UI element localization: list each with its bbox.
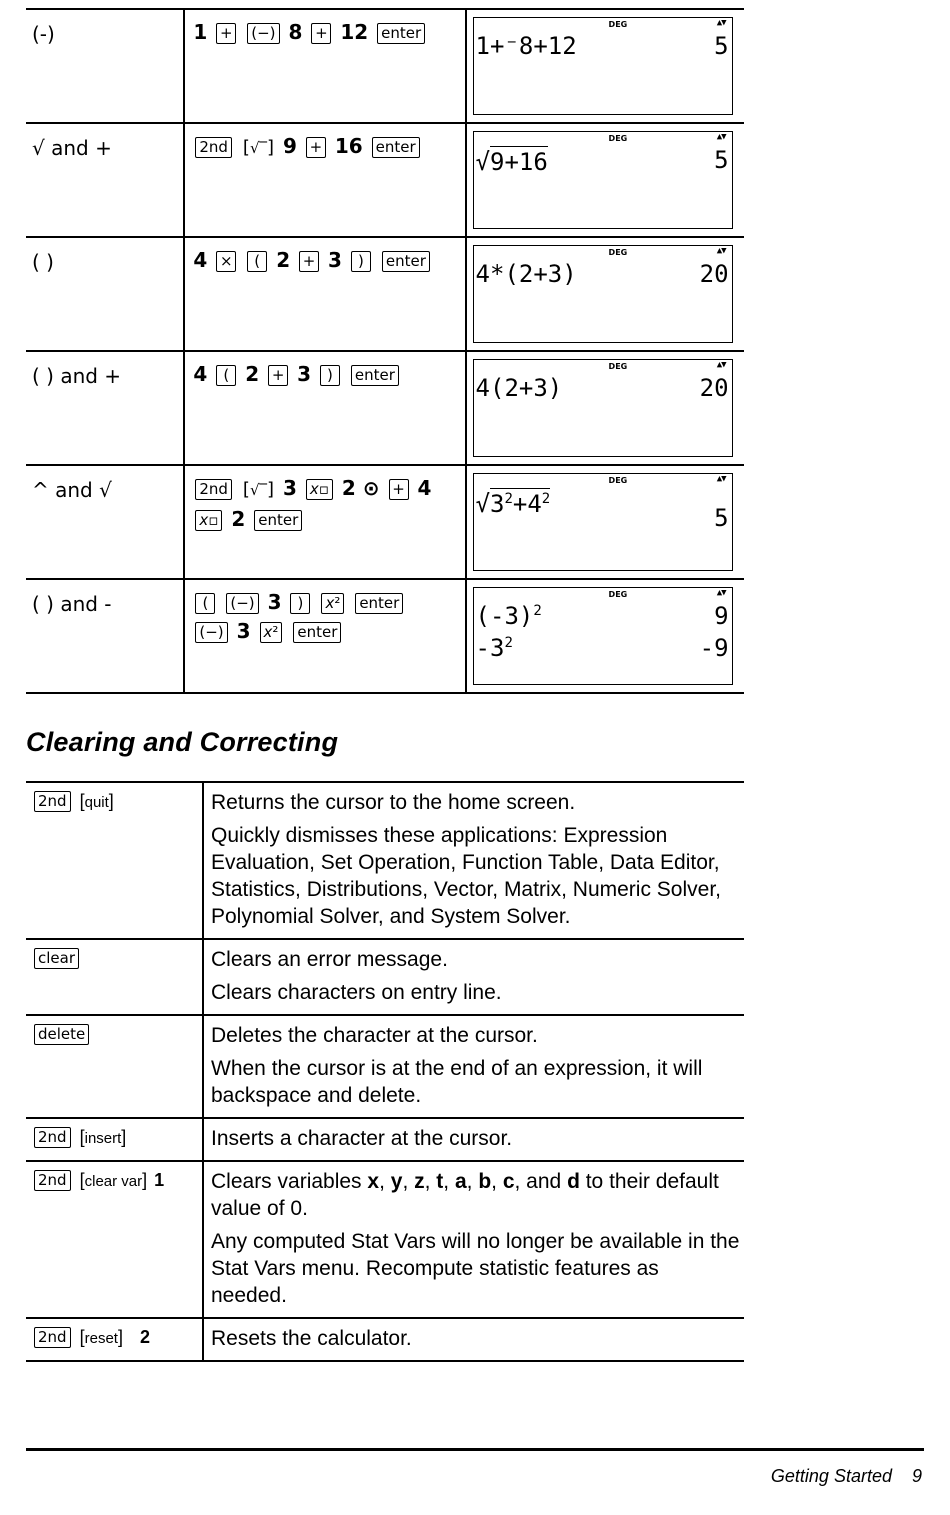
section-title: Clearing and Correcting: [26, 727, 339, 757]
key-sequence: 4 ( 2 + 3 ) enter: [184, 351, 465, 465]
table-row: [26, 579, 744, 693]
screen-expression: $√3^2+4^2$: [475, 490, 551, 518]
example-label: ^ and √: [26, 465, 184, 579]
scroll-arrows-icon: ▲▼: [716, 474, 726, 484]
page-footer: Getting Started 9: [770, 1466, 922, 1486]
example-label: ( ) and -: [26, 579, 184, 693]
key-sequence: 2nd [reset] 2: [26, 1318, 203, 1361]
table-row: 2nd [reset] 2 Resets the calculator.: [26, 1318, 744, 1361]
screen-result: -9: [699, 634, 729, 662]
key-sequence: 4 × ( 2 + 3 ) enter: [184, 237, 465, 351]
calculator-screen: DEG ▲▼ $√3^2+4^2$ 5: [473, 473, 733, 571]
calculator-screen: DEG ▲▼ $(-3)^2$ 9 $-3^2$ -9: [473, 587, 733, 685]
example-label: √ and +: [26, 123, 184, 237]
screen-result: 5: [714, 32, 729, 60]
calculator-screen: DEG ▲▼ √9+16 5: [473, 131, 733, 229]
screen-result: 9: [714, 602, 729, 630]
key-sequence: 2nd [clear var] 1: [26, 1161, 203, 1318]
key-sequence: 1 + (−) 8 + 12 enter: [184, 9, 465, 123]
clearing-table: [26, 781, 744, 1362]
calculator-screen: DEG ▲▼ 4(2+3) 20: [473, 359, 733, 457]
scroll-arrows-icon: ▲▼: [716, 132, 726, 142]
table-row: [26, 237, 744, 351]
key-sequence: 2nd [insert]: [26, 1118, 203, 1161]
examples-table: [26, 8, 744, 694]
table-row: clear Clears an error message. Clears characters on entry line.: [26, 939, 744, 1015]
key-sequence: clear: [26, 939, 203, 1015]
key-sequence: 2nd [√‾] 9 + 16 enter: [184, 123, 465, 237]
calculator-screen: DEG ▲▼ 4*(2+3) 20: [473, 245, 733, 343]
screen-expression: $-3^2$: [475, 634, 513, 662]
calculator-screen: DEG ▲▼ 1+⁻8+12 5: [473, 17, 733, 115]
screen-expression: 1+⁻8+12: [475, 32, 577, 60]
table-row: delete Deletes the character at the cursor. When the cursor is at the end of an expression, it will backspace and delete.: [26, 1015, 744, 1118]
screen-expression: √9+16: [475, 148, 548, 176]
scroll-arrows-icon: ▲▼: [716, 360, 726, 370]
table-row: 2nd [quit] Returns the cursor to the home screen. Quickly dismisses these applications: Expression Evaluation, Set Operation, Function Table, Data Editor, Statistics, Distributions, Vector, Matrix, Numeric Solver, Polynomial Solver, and System Solver.: [26, 782, 744, 939]
example-label: ( ): [26, 237, 184, 351]
key-sequence: 2nd [quit]: [26, 782, 203, 939]
example-label: ( ) and +: [26, 351, 184, 465]
screen-expression: 4*(2+3): [475, 260, 577, 288]
key-sequence: 2nd [√‾] 3 x▫ 2 ⊙ + 4 x▫ 2 enter: [184, 465, 465, 579]
footer-rule: [26, 1448, 924, 1451]
screen-expression: 4(2+3): [475, 374, 563, 402]
key-sequence: ( (−) 3 ) x² enter (−) 3 x² enter: [184, 579, 465, 693]
table-row: [26, 465, 744, 579]
screen-result: 20: [699, 260, 729, 288]
right-arrow-icon: ⊙: [362, 476, 380, 500]
screen-expression: $(-3)^2$: [475, 602, 542, 630]
table-row: 2nd [insert] Inserts a character at the cursor.: [26, 1118, 744, 1161]
table-row: 2nd [clear var] 1 Clears variables x, y, z, t, a, b, c, and d to their default value of 0. Any computed Stat Vars will no longer be available in the Stat Vars menu. Recompute statistic features as needed.: [26, 1161, 744, 1318]
example-label: (-): [26, 9, 184, 123]
scroll-arrows-icon: ▲▼: [716, 246, 726, 256]
page-number: 9: [911, 1466, 922, 1486]
table-row: [26, 351, 744, 465]
screen-result: 5: [714, 504, 729, 532]
scroll-arrows-icon: ▲▼: [716, 588, 726, 598]
table-row: [26, 123, 744, 237]
screen-result: 20: [699, 374, 729, 402]
scroll-arrows-icon: ▲▼: [716, 18, 726, 28]
screen-result: 5: [714, 146, 729, 174]
key-sequence: delete: [26, 1015, 203, 1118]
table-row: [26, 9, 744, 123]
